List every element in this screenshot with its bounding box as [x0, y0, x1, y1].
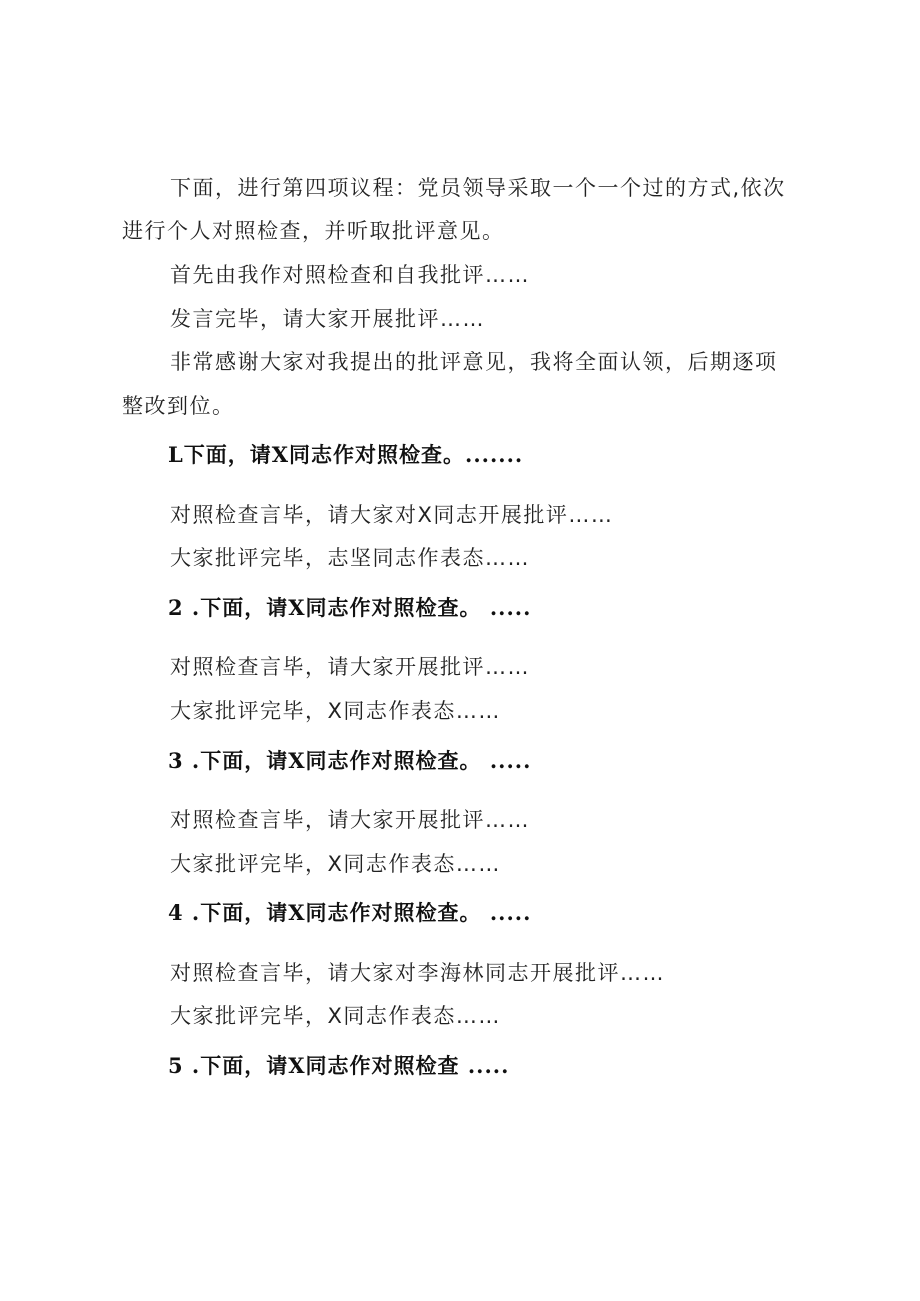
paragraph-review-3: 对照检查言毕，请大家开展批评…… — [170, 808, 530, 832]
paragraph-self-criticism: 首先由我作对照检查和自我批评…… — [170, 263, 530, 287]
paragraph-agenda-line-2: 进行个人对照检查，并听取批评意见。 — [122, 219, 505, 243]
paragraph-speech-finished: 发言完毕，请大家开展批评…… — [170, 307, 485, 331]
paragraph-thanks-line-1: 非常感谢大家对我提出的批评意见，我将全面认领，后期逐项 — [170, 350, 778, 374]
paragraph-review-4: 对照检查言毕，请大家对李海林同志开展批评…… — [170, 961, 665, 985]
section-heading-5: 5 .下面，请X同志作对照检查 ..... — [168, 1053, 510, 1078]
section-heading-3: 3 .下面，请X同志作对照检查。 ..... — [168, 748, 532, 773]
section-heading-2: 2 .下面，请X同志作对照检查。 ..... — [168, 595, 532, 620]
paragraph-agenda-line-1: 下面，进行第四项议程：党员领导采取一个一个过的方式,依次 — [170, 176, 786, 200]
section-heading-1: L下面，请X同志作对照检查。....... — [168, 442, 524, 467]
paragraph-thanks-line-2: 整改到位。 — [122, 394, 235, 418]
paragraph-review-2: 对照检查言毕，请大家开展批评…… — [170, 655, 530, 679]
paragraph-statement-4: 大家批评完毕，X同志作表态…… — [170, 1004, 501, 1028]
paragraph-statement-3: 大家批评完毕，X同志作表态…… — [170, 852, 501, 876]
paragraph-statement-1: 大家批评完毕，志坚同志作表态…… — [170, 546, 530, 570]
paragraph-statement-2: 大家批评完毕，X同志作表态…… — [170, 699, 501, 723]
section-heading-4: 4 .下面，请X同志作对照检查。 ..... — [168, 900, 532, 925]
paragraph-review-1: 对照检查言毕，请大家对X同志开展批评…… — [170, 503, 614, 527]
